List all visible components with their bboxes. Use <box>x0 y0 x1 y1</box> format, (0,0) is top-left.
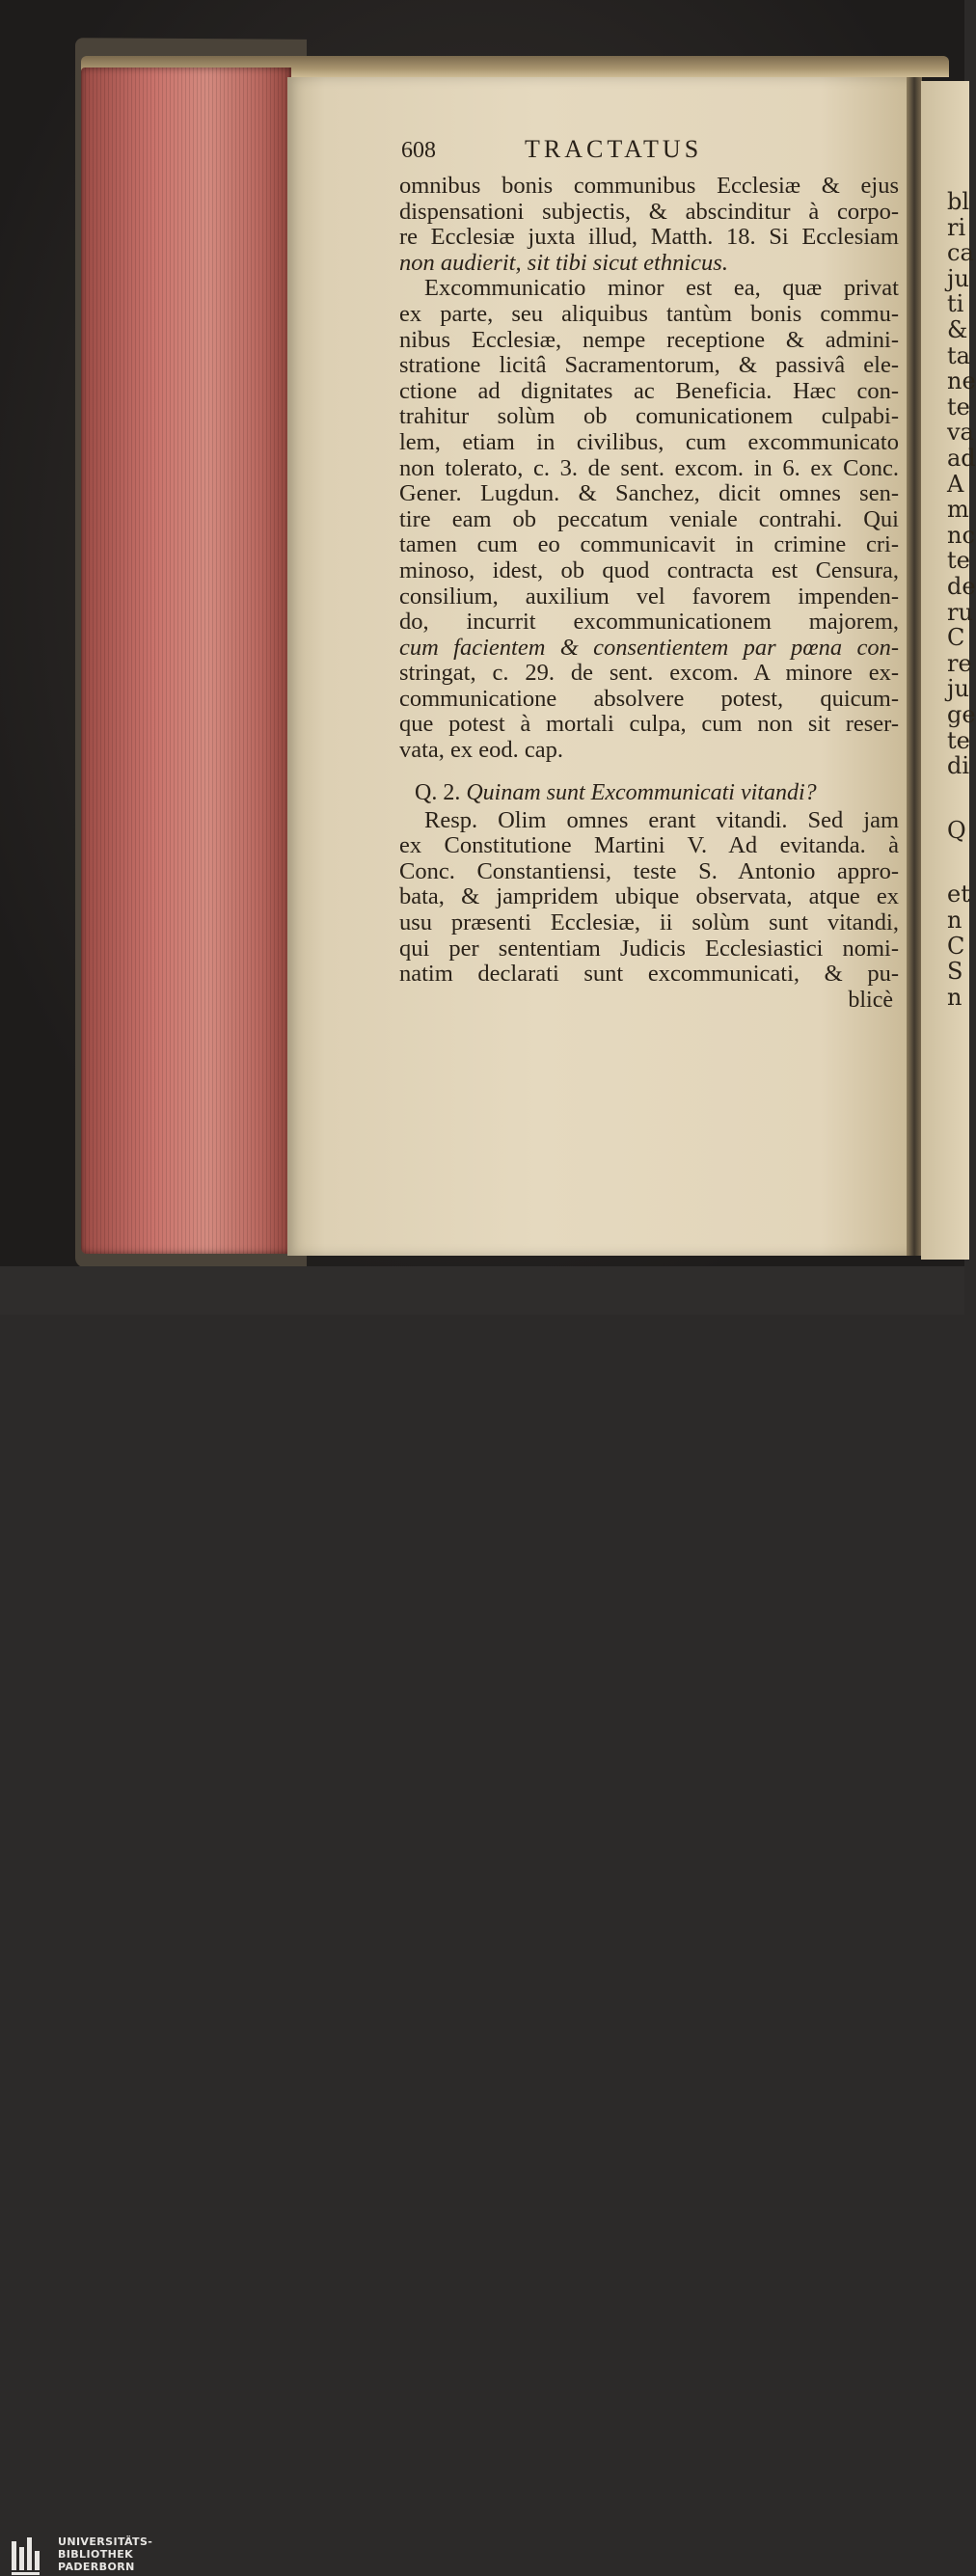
recto-fragment: A <box>947 470 964 498</box>
recto-fragment: ti <box>947 290 964 318</box>
text-line: nibus Ecclesiæ, nempe receptione & admini- <box>399 326 899 353</box>
text-line: tire eam ob peccatum veniale contrahi. Qui <box>399 505 899 532</box>
question-heading <box>415 779 901 808</box>
recto-fragment: C <box>947 624 965 652</box>
text-line: Excommunicatio minor est ea, quæ privat <box>424 275 899 302</box>
text-line: non audierit, sit tibi sicut ethnicus. <box>399 249 728 276</box>
answer-line: bata, & jampridem ubique observata, atque ex <box>399 883 899 910</box>
text-line: Gener. Lugdun. & Sanchez, dicit omnes sen- <box>399 480 899 507</box>
recto-fragment: n <box>947 983 962 1011</box>
answer-line: qui per sententiam Judicis Ecclesiastici nomi- <box>399 935 899 962</box>
recto-fragment: ta <box>947 341 970 369</box>
recto-fragment: ne <box>947 367 976 395</box>
text-line: dispensationi subjectis, & abscinditur à corpo- <box>399 198 899 225</box>
library-name-line: UNIVERSITÄTS- <box>58 2535 153 2548</box>
answer-line: ex Constitutione Martini V. Ad evitanda. à <box>399 832 899 859</box>
page-number: 608 <box>401 138 436 163</box>
recto-fragment: ad <box>947 445 976 472</box>
library-name-line: BIBLIOTHEK <box>58 2548 134 2561</box>
text-line: lem, etiam in civilibus, cum excommunicato <box>399 428 899 455</box>
recto-fragment: te <box>947 393 970 420</box>
answer-line: usu præsenti Ecclesiæ, ii solùm sunt vitandi, <box>399 909 899 936</box>
recto-fragment: ca <box>947 239 974 267</box>
recto-fragment: C <box>947 932 965 960</box>
answer-line: natim declarati sunt excommunicati, & pu- <box>399 961 899 988</box>
text-line: minoso, idest, ob quod contracta est Censura, <box>399 556 899 583</box>
text-line: que potest à mortali culpa, cum non sit reser- <box>399 711 899 738</box>
recto-fragment: nc <box>947 521 975 549</box>
recto-fragment: n <box>947 907 962 934</box>
scan-image <box>0 0 976 1266</box>
recto-fragment: ri <box>947 213 966 241</box>
recto-fragment: va <box>947 419 974 447</box>
text-line: omnibus bonis communibus Ecclesiæ & ejus <box>399 173 899 199</box>
page-stack-edge <box>81 68 291 1254</box>
recto-fragment: re <box>947 649 972 677</box>
text-line: consilium, auxilium vel favorem impenden- <box>399 583 899 610</box>
answer-line: Resp. Olim omnes erant vitandi. Sed jam <box>424 806 899 833</box>
text-line: trahitur solùm ob comunicationem culpabi- <box>399 403 899 430</box>
question-number: Q. 2. <box>415 779 461 805</box>
recto-fragment: ju <box>947 264 969 292</box>
recto-fragment: te <box>947 547 970 575</box>
text-line: communicatione absolvere potest, quicum- <box>399 685 899 712</box>
recto-fragment: de <box>947 573 976 600</box>
recto-fragment: ju <box>947 675 969 703</box>
library-logo-icon <box>10 2535 48 2576</box>
section-gap <box>399 764 901 779</box>
text-line: cum facientem & consentientem par pœna con- <box>399 634 899 661</box>
answer-line: Conc. Constantiensi, teste S. Antonio appro- <box>399 857 899 884</box>
recto-fragment: ru <box>947 598 973 626</box>
text-line: ex parte, seu aliquibus tantùm bonis commu- <box>399 300 899 327</box>
recto-fragment: m <box>947 496 969 524</box>
catchword: blicè <box>848 987 893 1013</box>
library-name <box>58 2535 152 2573</box>
text-line: vata, ex eod. cap. <box>399 737 564 764</box>
recto-fragment: bl <box>947 188 970 215</box>
book-gutter <box>907 77 922 1256</box>
text-line: ctione ad dignitates ac Beneficia. Hæc con- <box>399 377 899 404</box>
question-text: Quinam sunt Excommunicati vitandi? <box>466 779 817 805</box>
library-name-line: PADERBORN <box>58 2561 135 2573</box>
text-line: stratione licitâ Sacramentorum, & passivâ ele- <box>399 352 899 379</box>
recto-fragment: te <box>947 726 970 754</box>
recto-fragment: di <box>947 752 970 780</box>
text-line: non tolerato, c. 3. de sent. excom. in 6. ex Conc. <box>399 454 899 481</box>
recto-fragment: ge <box>947 701 976 728</box>
recto-fragment: S <box>947 958 963 986</box>
page-header <box>399 135 901 174</box>
footer-bar <box>0 1266 964 2573</box>
recto-fragment: & <box>947 316 968 343</box>
running-title: TRACTATUS <box>525 135 703 163</box>
text-line: do, incurrit excommunicationem majorem, <box>399 609 899 636</box>
recto-fragment: et <box>947 881 970 908</box>
page-text-block <box>399 135 901 1013</box>
recto-fragment: Q <box>947 816 966 844</box>
text-line: stringat, c. 29. de sent. excom. A minore ex- <box>399 660 899 687</box>
text-line: re Ecclesiæ juxta illud, Matth. 18. Si Ecclesiam <box>399 224 899 251</box>
text-line: tamen cum eo communicavit in crimine cri- <box>399 531 899 558</box>
